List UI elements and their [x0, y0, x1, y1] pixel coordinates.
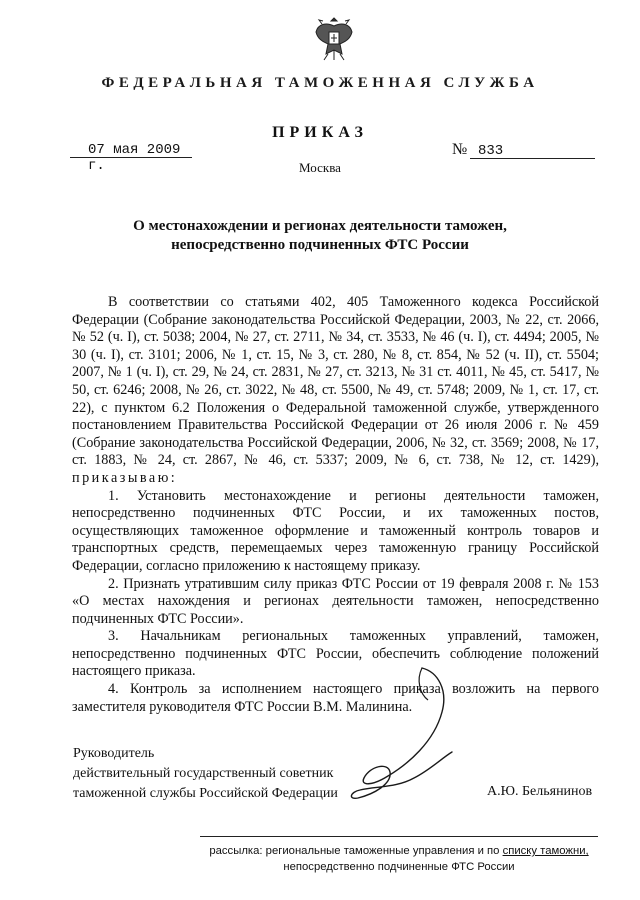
- order-date: 07 мая 2009 г.: [88, 142, 181, 174]
- distribution-line-1: [200, 843, 598, 859]
- agency-name: ФЕДЕРАЛЬНАЯ ТАМОЖЕННАЯ СЛУЖБА: [101, 75, 539, 91]
- handwritten-signature: [330, 660, 490, 830]
- order-subject: [70, 217, 570, 255]
- item-4: 4. Контроль за исполнением настоящего приказа возложить на первого заместителя руководителя ФТС России В.М. Малинина.: [72, 681, 599, 715]
- distribution-text: рассылка: региональные таможенные управления и по: [209, 845, 503, 857]
- footer-divider: [200, 836, 598, 837]
- date-underline: [70, 157, 192, 158]
- distribution-underlined-text: списку таможни,: [502, 845, 589, 857]
- signer-name: А.Ю. Бельянинов: [487, 784, 593, 799]
- double-headed-eagle-emblem: [312, 14, 356, 64]
- item-1: 1. Установить местонахождение и регионы деятельности таможен, непосредственно подчиненных ФТС России, и их таможенных постов, осуществляющих таможенное оформление и таможенный контроль товаров и транспортных средств, перемещаемых через таможенную границу Российской Федерации, согласно приложению к настоящему приказу.: [72, 487, 599, 574]
- item-3: 3. Начальникам региональных таможенных управлений, таможен, непосредственно подчиненных ФТС России, обеспечить соблюдение положений настоящего приказа.: [72, 628, 599, 680]
- city: Москва: [299, 160, 341, 175]
- distribution-line-2: непосредственно подчиненные ФТС России: [283, 861, 515, 873]
- command-word: приказываю:: [72, 469, 178, 486]
- signature-block: [73, 744, 338, 804]
- number-underline: [470, 158, 595, 159]
- order-number: 833: [478, 143, 504, 159]
- item-2: 2. Признать утратившим силу приказ ФТС России от 19 февраля 2008 г. № 153 «О местах нахождения и регионах деятельности таможен, непосредственно подчиненных ФТС России».: [72, 575, 599, 627]
- order-number-label: №: [452, 141, 468, 158]
- document-type: ПРИКАЗ: [272, 124, 368, 141]
- distribution-list: [200, 843, 598, 875]
- order-body: [72, 294, 599, 716]
- signer-position-3: таможенной службы Российской Федерации: [73, 786, 338, 801]
- subject-line-1: О местонахождении и регионах деятельности таможен,: [133, 218, 507, 234]
- preamble-paragraph: [72, 294, 599, 488]
- preamble-text: В соответствии со статьями 402, 405 Таможенного кодекса Российской Федерации (Собрание законодательства Российской Федерации, 2003, № 22, ст. 2066, № 52 (ч. I), ст. 5038; 2004, № 27, ст. 2711, № 34, ст. 3533, № 46 (ч. I), ст. 4494; 2005, № 30 (ч. I), ст. 3101; 2006, № 1, ст. 15, № 3, ст. 280, № 8, ст. 854, № 52 (ч. II), ст. 5504; 2007, № 1 (ч. I), ст. 29, № 24, ст. 2831, № 27, ст. 3213, № 31 ст. 4011, № 45, ст. 5417, № 50, ст. 6246; 2008, № 26, ст. 3022, № 48, ст. 5500, № 49, ст. 5748; 2009, № 1, ст. 17, ст. 22), с пунктом 6.2 Положения о Федеральной таможенной службе, утвержденного постановлением Правительства Российской Федерации от 26 июля 2006 г. № 459 (Собрание законодательства Российской Федерации, 2006, № 32, ст. 3569; 2008, № 17, ст. 1883, № 24, ст. 2867, № 46, ст. 5337; 2009, № 6, ст. 738, № 12, ст. 1429),: [72, 294, 599, 469]
- signer-position-1: Руководитель: [73, 746, 155, 761]
- subject-line-2: непосредственно подчиненных ФТС России: [171, 237, 469, 253]
- signer-position-2: действительный государственный советник: [73, 766, 334, 781]
